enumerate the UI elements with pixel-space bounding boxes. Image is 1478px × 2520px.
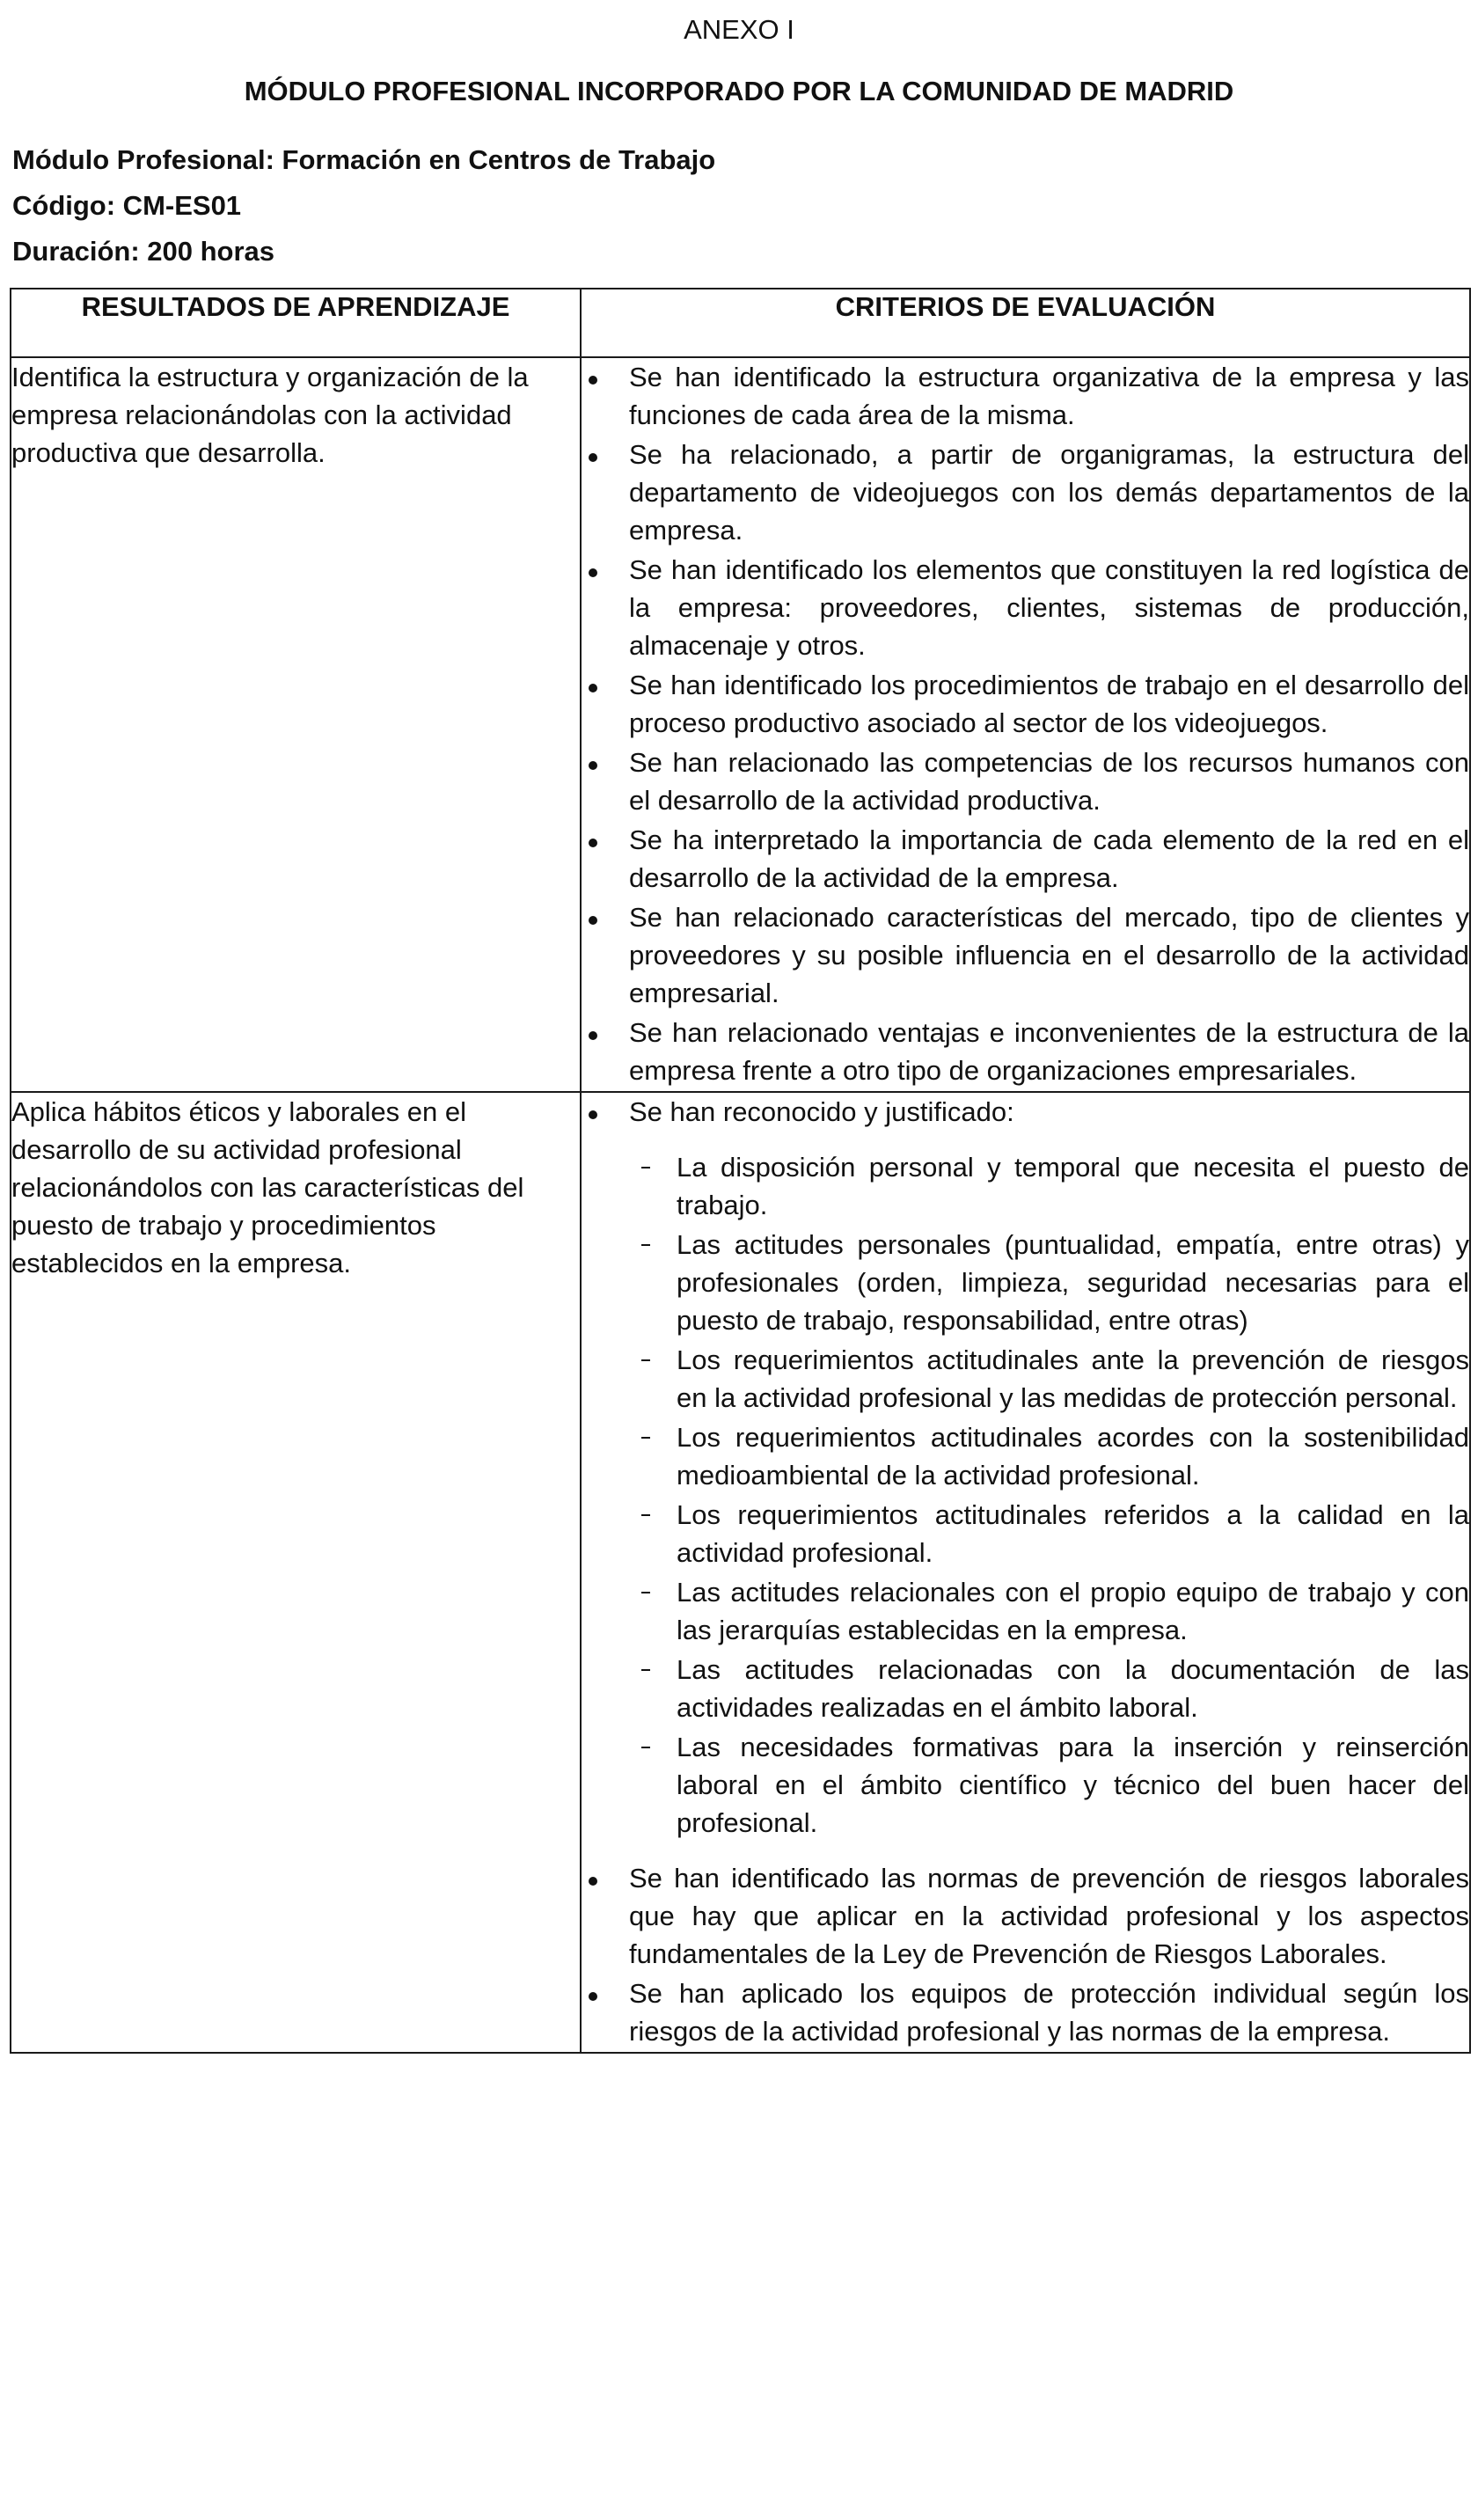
dash-icon — [641, 1669, 650, 1671]
criteria-item — [582, 1859, 1469, 1973]
criteria-item — [582, 744, 1469, 819]
sub-criteria-item — [629, 1341, 1469, 1417]
bullet-icon — [589, 1031, 597, 1040]
bullet-icon — [589, 761, 597, 770]
criteria-text: Se ha relacionado, a partir de organigramas, la estructura del departamento de videojuegos con los demás departamentos de la empresa. — [629, 439, 1469, 546]
sub-criteria-text: Los requerimientos actitudinales acordes con la sostenibilidad medioambiental de la actividad profesional. — [677, 1422, 1469, 1491]
module-name: Módulo Profesional: Formación en Centros de Trabajo — [12, 144, 716, 175]
sub-criteria-text: La disposición personal y temporal que necesita el puesto de trabajo. — [677, 1152, 1469, 1220]
criteria-text: Se han relacionado ventajas e inconvenientes de la estructura de la empresa frente a otro tipo de organizaciones empresariales. — [629, 1017, 1469, 1086]
criteria-text: Se han identificado los elementos que constituyen la red logística de la empresa: proveedores, clientes, sistemas de producción, almacenaje y otros. — [629, 554, 1469, 661]
dash-icon — [641, 1747, 650, 1748]
criteria-item — [582, 898, 1469, 1012]
criteria-text: Se han relacionado las competencias de los recursos humanos con el desarrollo de la actividad productiva. — [629, 747, 1469, 816]
criteria-cell — [581, 1092, 1470, 2053]
sub-criteria-item — [629, 1573, 1469, 1649]
criteria-text: Se han identificado los procedimientos de trabajo en el desarrollo del proceso productivo asociado al sector de los videojuegos. — [629, 670, 1469, 738]
bullet-icon — [589, 1877, 597, 1886]
sub-criteria-text: Las actitudes relacionales con el propio equipo de trabajo y con las jerarquías establecidas en la empresa. — [677, 1577, 1469, 1645]
sub-criteria-text: Las actitudes relacionadas con la documentación de las actividades realizadas en el ámbito laboral. — [677, 1654, 1469, 1723]
criteria-column-header: CRITERIOS DE EVALUACIÓN — [581, 289, 1470, 357]
sub-criteria-item — [629, 1496, 1469, 1571]
bullet-icon — [589, 453, 597, 462]
dash-icon — [641, 1359, 650, 1361]
sub-criteria-item — [629, 1418, 1469, 1494]
dash-icon — [641, 1514, 650, 1516]
module-info — [12, 137, 715, 275]
criteria-text: Se han reconocido y justificado: — [629, 1096, 1014, 1127]
dash-icon — [641, 1437, 650, 1439]
bullet-icon — [589, 1992, 597, 2001]
bullet-icon — [589, 568, 597, 577]
criteria-item — [582, 551, 1469, 664]
criteria-item — [582, 1093, 1469, 1842]
bullet-icon — [589, 376, 597, 385]
sub-criteria-text: Los requerimientos actitudinales referidos a la calidad en la actividad profesional. — [677, 1499, 1469, 1568]
module-code: Código: CM-ES01 — [12, 190, 242, 221]
criteria-item — [582, 358, 1469, 434]
sub-criteria-item — [629, 1651, 1469, 1726]
criteria-item — [582, 666, 1469, 742]
criteria-text: Se han aplicado los equipos de protección individual según los riesgos de la actividad profesional y las normas de la empresa. — [629, 1978, 1469, 2047]
criteria-text: Se han identificado las normas de prevención de riesgos laborales que hay que aplicar en la actividad profesional y los aspectos fundamentales de la Ley de Prevención de Riesgos Laborales. — [629, 1863, 1469, 1969]
criteria-list — [582, 1093, 1469, 2050]
sub-criteria-item — [629, 1226, 1469, 1339]
document-title: MÓDULO PROFESIONAL INCORPORADO POR LA COMUNIDAD DE MADRID — [244, 76, 1234, 106]
criteria-text: Se ha interpretado la importancia de cada elemento de la red en el desarrollo de la actividad de la empresa. — [629, 824, 1469, 893]
criteria-cell — [581, 357, 1470, 1092]
annex-label: ANEXO I — [684, 14, 794, 45]
sub-criteria-list — [629, 1148, 1469, 1842]
criteria-text: Se han relacionado características del mercado, tipo de clientes y proveedores y su posible influencia en el desarrollo de la actividad empresarial. — [629, 902, 1469, 1008]
sub-criteria-text: Los requerimientos actitudinales ante la prevención de riesgos en la actividad profesional y las medidas de protección personal. — [677, 1344, 1469, 1413]
bullet-icon — [589, 916, 597, 925]
table-row — [11, 1092, 1470, 2053]
sub-criteria-item — [629, 1148, 1469, 1224]
learning-result-cell: Identifica la estructura y organización de la empresa relacionándolas con la actividad productiva que desarrolla. — [11, 357, 581, 1092]
bullet-icon — [589, 839, 597, 847]
dash-icon — [641, 1244, 650, 1246]
criteria-item — [582, 821, 1469, 897]
evaluation-table — [10, 288, 1471, 2054]
sub-criteria-text: Las actitudes personales (puntualidad, empatía, entre otras) y profesionales (orden, limpieza, seguridad necesarias para el puesto de trabajo, responsabilidad, entre otras) — [677, 1229, 1469, 1336]
bullet-icon — [589, 1110, 597, 1119]
learning-result-cell: Aplica hábitos éticos y laborales en el desarrollo de su actividad profesional relacionándolos con las características del puesto de trabajo y procedimientos establecidos en la empresa. — [11, 1092, 581, 2053]
criteria-item — [582, 1014, 1469, 1089]
criteria-list — [582, 358, 1469, 1089]
criteria-text: Se han identificado la estructura organizativa de la empresa y las funciones de cada área de la misma. — [629, 362, 1469, 430]
results-column-header: RESULTADOS DE APRENDIZAJE — [11, 289, 581, 357]
criteria-item — [582, 1974, 1469, 2050]
criteria-item — [582, 436, 1469, 549]
module-duration: Duración: 200 horas — [12, 236, 275, 267]
bullet-icon — [589, 684, 597, 692]
sub-criteria-text: Las necesidades formativas para la inserción y reinserción laboral en el ámbito científico y técnico del buen hacer del profesional. — [677, 1732, 1469, 1838]
table-header-row — [11, 289, 1470, 357]
dash-icon — [641, 1167, 650, 1168]
table-row — [11, 357, 1470, 1092]
dash-icon — [641, 1592, 650, 1593]
sub-criteria-item — [629, 1728, 1469, 1842]
